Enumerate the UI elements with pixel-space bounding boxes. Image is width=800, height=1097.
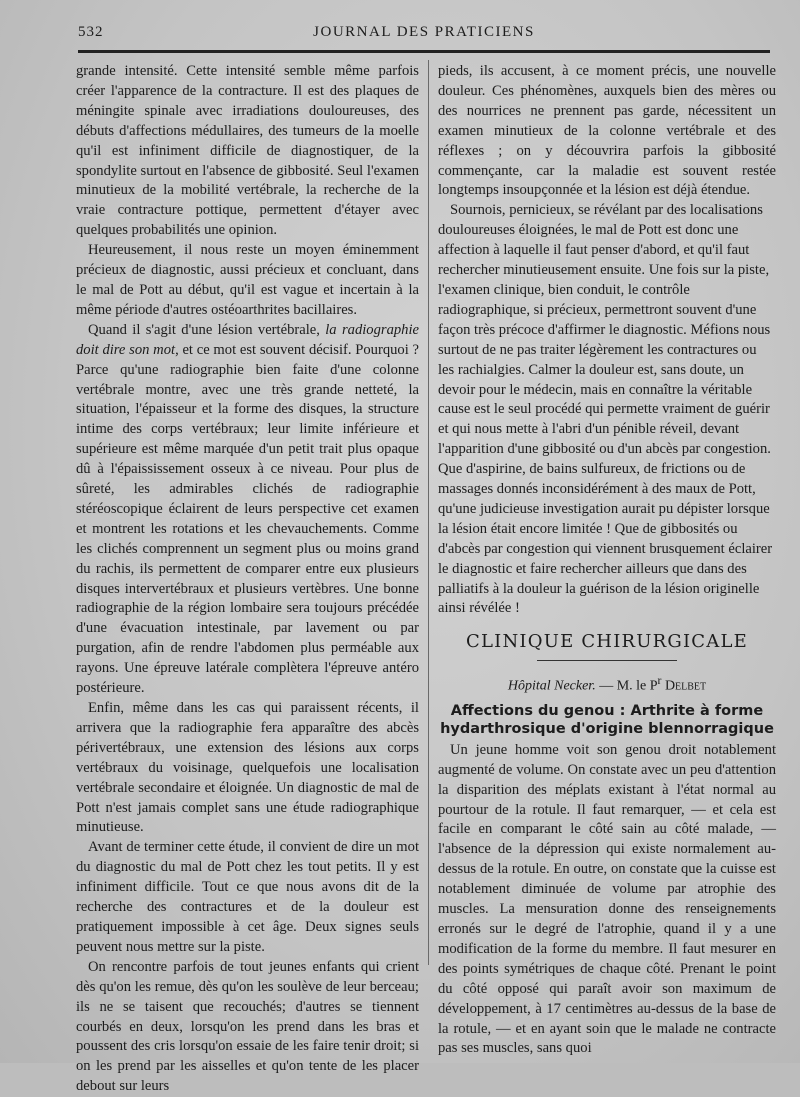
right-column (438, 62, 776, 1059)
paragraph: On rencontre parfois de tout jeunes enfants qui crient dès qu'on les remue, dès qu'on les soulève de leur berceau; ils ne se taisent que recouchés; d'autres se tiennent courbés en deux, lorsqu'on les prend dans les bras et poussent des cris lorsqu'on essaie de les faire tenir droit; si on les prend par les aisselles et qu'on tente de les placer debout sur leurs (76, 958, 419, 1095)
column-divider (428, 60, 429, 965)
paragraph: Heureusement, il nous reste un moyen éminemment précieux de diagnostic, aussi précieux et concluant, dans le mal de Pott au début, qu'il est vague et incertain à la même période d'autres ostéoarthrites bacillaires. (76, 242, 419, 318)
article-title-line: hydarthrosique d'origine blennorragique (440, 721, 774, 738)
paragraph: grande intensité. Cette intensité semble même parfois créer l'apparence de la contracture. Il est des plaques de méningite spinale avec irradiations douloureuses, des débuts d'affections médullaires, des tumeurs de la moelle qu'il est infiniment difficile de diagnostiquer, de la spondylite surtout en l'absence de gibbosité. Seul l'examen minutieux de la mobilité vertébrale, la recherche de la vraie contracture pottique, permettent d'étayer avec quelques probabilités une opinion. (76, 63, 419, 239)
paragraph-text: , et ce mot est souvent décisif. Pourquoi ? Parce qu'une radiographie bien faite d'une colonne vertébrale montre, avec une très grande netteté, la situation, l'épaisseur et la forme des disques, la structure intime des corps vertébraux; leur limite inférieure et supérieure est même marquée d'un petit trait plus opaque dû à l'épaississement osseux à ce niveau. Pour plus de sûreté, les admirables clichés de radiographie stéréoscopique éclairent de leurs perspective cet examen et montrent les rotations et les chevauchements. Comme les clichés comprennent un segment plus ou moins grand du rachis, ils permettent de comparer entre eux plusieurs disques intervertébraux et plusieurs vertèbres. Une bonne radiographie de la région lombaire sera toujours précédée d'une évacuation intestinale, par lavement ou par purgation, afin de rendre l'abdomen plus perméable aux rayons. Une épreuve latérale complètera l'épreuve antéro postérieure. (76, 341, 419, 697)
left-column (76, 62, 419, 1097)
hospital-line (438, 671, 776, 697)
paragraph: Un jeune homme voit son genou droit notablement augmenté de volume. On constate avec un peu d'attention la disparition des méplats existant à l'état normal au pourtour de la rotule. Il faut remarquer, — et cela est facile en comparant le côté sain au côté malade, — l'absence de la dépression qui existe normalement au-dessus de la rotule. En outre, on constate que la cuisse est notablement diminuée de volume par atrophie des muscles. La mensuration donne des renseignements erronés sur le degré de l'atrophie, quand il y a une modification de la forme du membre. Il faut mesurer en des points symétriques de chaque côté. Prenant le point du côté opposé qui paraît avoir son maximum de développement, à 17 centimètres au-dessus de la base de la rotule, — et en ayant soin que le malade ne contracte pas ses muscles, sans quoi (438, 741, 776, 1057)
hospital-name: Hôpital Necker. (507, 678, 596, 694)
journal-title: JOURNAL DES PRATICIENS (313, 24, 535, 40)
paragraph: Sournois, pernicieux, se révélant par des localisations douloureuses éloignées, le mal de Pott est donc une affection à laquelle il faut penser d'abord, et qu'il faut rechercher minutieusement ensuite. Une fois sur la piste, l'examen clinique, bien conduit, le contrôle radiographique, si précieux, permettront souvent d'une façon très précoce d'affirmer le diagnostic. Méfions nous surtout de ne pas traiter légèrement les contractures ou les rachialgies. Calmer la douleur est, sans doute, un devoir pour le médecin, mais en connaître la véritable cause est le seul procédé qui permette vraiment de guérir et qui nous mette à l'abri d'un pénible réveil, devant l'apparition d'une gibbosité ou d'un abcès par congestion. Que d'aspirine, de bains sulfureux, de frictions ou de massages donnés inconsidérément à des maux de Pott, qu'une judicieuse investigation aurait pu dépister lorsque la lésion était encore limitée ! Que de gibbosités ou d'abcès par congestion qui viennent brusquement éclairer le diagnostic et faire rechercher ailleurs que dans des palliatifs à la douleur la guérison de la lésion originelle ainsi révélée ! (438, 202, 773, 617)
article-title (438, 702, 776, 739)
header-rule (78, 50, 770, 53)
section-rule (537, 660, 677, 661)
author-title-sup: r (657, 674, 662, 688)
paragraph-text: Quand il s'agit d'une lésion vertébrale, (88, 321, 326, 338)
paragraph: Enfin, même dans les cas qui paraissent récents, il arrivera que la radiographie fera apparaître des abcès périvertébraux, une extension des lésions aux corps vertébraux du voisinage, quelquefois une localisation vertébrale secondaire et éloignée. Un diagnostic de mal de Pott n'est jamais complet sans une étude radiographique minutieuse. (76, 700, 419, 836)
page-number: 532 (78, 24, 104, 40)
section-heading (438, 632, 776, 661)
italic-phrase: la radiographie doit dire son mot (76, 321, 419, 358)
author-name: Delbet (661, 678, 707, 694)
paragraph: pieds, ils accusent, à ce moment précis, une nouvelle douleur. Ces phénomènes, auxquels bien des mères ou des nourrices ne prennent pas garde, nécessitent un examen minutieux de la colonne vertébrale et des réflexes ; on y découvrira parfois la gibbosité commençante, car la maladie est souvent restée longtemps insoupçonnée et la lésion est déjà étendue. (438, 63, 776, 199)
section-title: CLINIQUE CHIRURGICALE (466, 631, 748, 653)
paragraph: Avant de terminer cette étude, il convient de dire un mot du diagnostic du mal de Pott chez les tout petits. Il y est infiniment difficile. Tout ce que nous avons dit de la recherche des contractures et de la douleur est pratiquement impossible à cet âge. Deux signes seuls peuvent nous mettre sur la piste. (76, 839, 419, 955)
article-title-line: Affections du genou : Arthrite à forme (450, 702, 764, 719)
author-prefix: — M. le P (595, 678, 658, 694)
paragraph-radiographie (76, 321, 419, 699)
running-header (78, 22, 770, 52)
